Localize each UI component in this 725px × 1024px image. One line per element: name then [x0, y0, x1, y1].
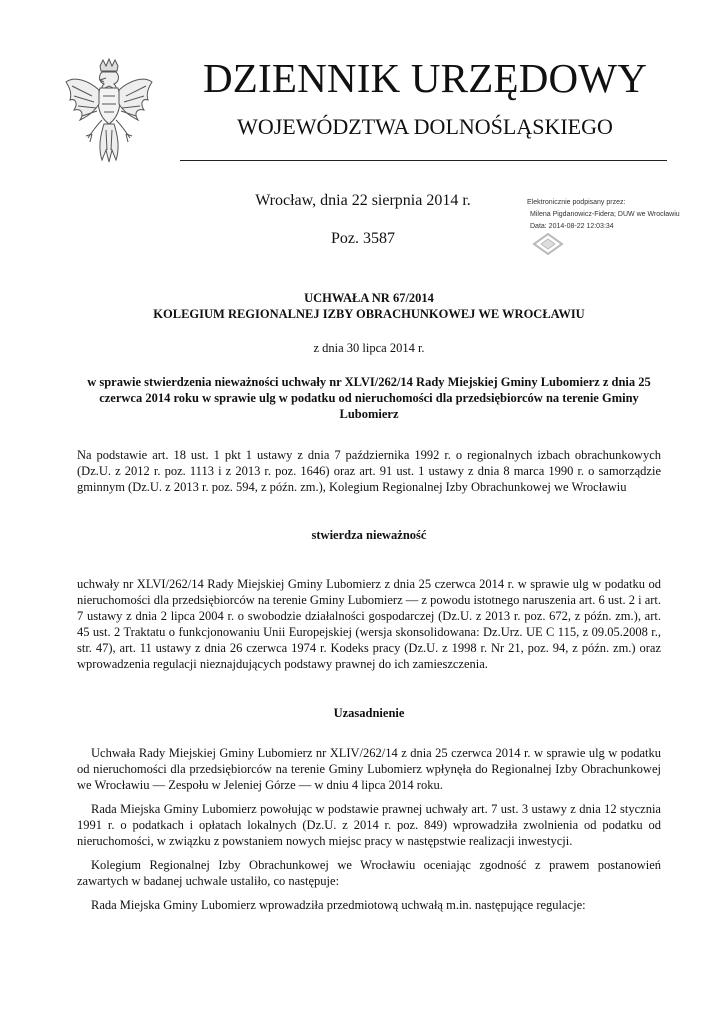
- legal-basis: Na podstawie art. 18 ust. 1 pkt 1 ustawy z dnia 7 października 1992 r. o regionalnych izbach obrachunkowych (Dz.U. z 2012 r. poz. 1113 i z 2013 r. poz. 1646) oraz art. 91 ust. 1 ustawy z dnia 8 marca 1990 r. o samorządzie gminnym (Dz.U. z 2013 r. poz. 594, z późn. zm.), Kolegium Regionalnej Izby Obrachunkowej we Wrocławiu: [77, 448, 661, 494]
- signature-check-icon: [528, 231, 568, 257]
- resolution-issuer: KOLEGIUM REGIONALNEJ IZBY OBRACHUNKOWEJ WE WROCŁAWIU: [153, 307, 585, 321]
- issue-position: Poz. 3587: [331, 230, 395, 247]
- decision-text: uchwały nr XLVI/262/14 Rady Miejskiej Gminy Lubomierz z dnia 25 czerwca 2014 r. w sprawie ulg w podatku od nieruchomości dla przedsiębiorców na terenie Gminy Lubomierz — z powodu istotnego naruszenia art. 6 ust. 2 i art. 7 ustawy z dnia 2 lipca 2004 r. o swobodzie działalności gospodarczej (Dz.U. z 2013 r. poz. 672, z późn. zm.), art. 45 ust. 2 Traktatu o funkcjonowaniu Unii Europejskiej (wersja skonsolidowana: Dz.Urz. UE C 115, z 09.05.2008 r., str. 47), art. 11 ustawy z dnia 26 czerwca 1974 r. Kodeks pracy (Dz.U. z 1998 r. Nr 21, poz. 94, z późn. zm.) oraz wprowadzenia regulacji nieznajdujących podstawy prawnej do ich zamieszczenia.: [77, 577, 661, 671]
- signature-date: Data: 2014-08-22 12:03:34: [530, 223, 614, 230]
- resolution-subject: w sprawie stwierdzenia nieważności uchwały nr XLVI/262/14 Rady Miejskiej Gminy Lubomierz z dnia 25 czerwca 2014 roku w sprawie ulg w podatku od nieruchomości dla przedsiębiorców na terenie Gminy Lubomierz: [87, 375, 651, 421]
- justification-paragraph: Rada Miejska Gminy Lubomierz powołując w podstawie prawnej uchwały art. 7 ust. 3 ustawy z dnia 12 stycznia 1991 r. o podatkach i opłatach lokalnych (Dz.U. z 2014 r. poz. 849) wprowadziła zwolnienia od podatku od nieruchomości, w związku z powstaniem nowych miejsc pracy w następstwie realizacji inwestycji.: [77, 802, 661, 848]
- justification-paragraph: Rada Miejska Gminy Lubomierz wprowadziła przedmiotową uchwałą m.in. następujące regulacje:: [91, 898, 586, 912]
- document-body: [77, 290, 661, 913]
- justification-paragraph: Kolegium Regionalnej Izby Obrachunkowej we Wrocławiu oceniając zgodność z prawem postanowień zawartych w badanej uchwale ustaliło, co następuje:: [77, 858, 661, 888]
- signature-signer: Milena Pigdanowicz-Fidera; DUW we Wrocławiu: [530, 211, 680, 218]
- justification-paragraph: Uchwała Rady Miejskiej Gminy Lubomierz nr XLIV/262/14 z dnia 25 czerwca 2014 r. w sprawie ulg w podatku od nieruchomości dla przedsiębiorców na terenie Gminy Lubomierz wpłynęła do Regionalnej Izby Obrachunkowej we Wrocławiu — Zespołu w Jeleniej Górze — w dniu 4 lipca 2014 roku.: [77, 746, 661, 792]
- electronic-signature: [527, 197, 680, 233]
- signature-label: Elektronicznie podpisany przez:: [527, 199, 626, 206]
- eagle-emblem-icon: [62, 58, 156, 164]
- decision-heading: stwierdza nieważność: [311, 528, 427, 542]
- resolution-number: UCHWAŁA NR 67/2014: [304, 291, 434, 305]
- masthead-divider: [180, 160, 667, 161]
- masthead-subtitle: WOJEWÓDZTWA DOLNOŚLĄSKIEGO: [237, 114, 613, 139]
- issue-date: Wrocław, dnia 22 sierpnia 2014 r.: [255, 192, 471, 209]
- masthead-title: DZIENNIK URZĘDOWY: [202, 55, 648, 101]
- resolution-date: z dnia 30 lipca 2014 r.: [313, 341, 425, 355]
- justification-heading: Uzasadnienie: [333, 706, 405, 720]
